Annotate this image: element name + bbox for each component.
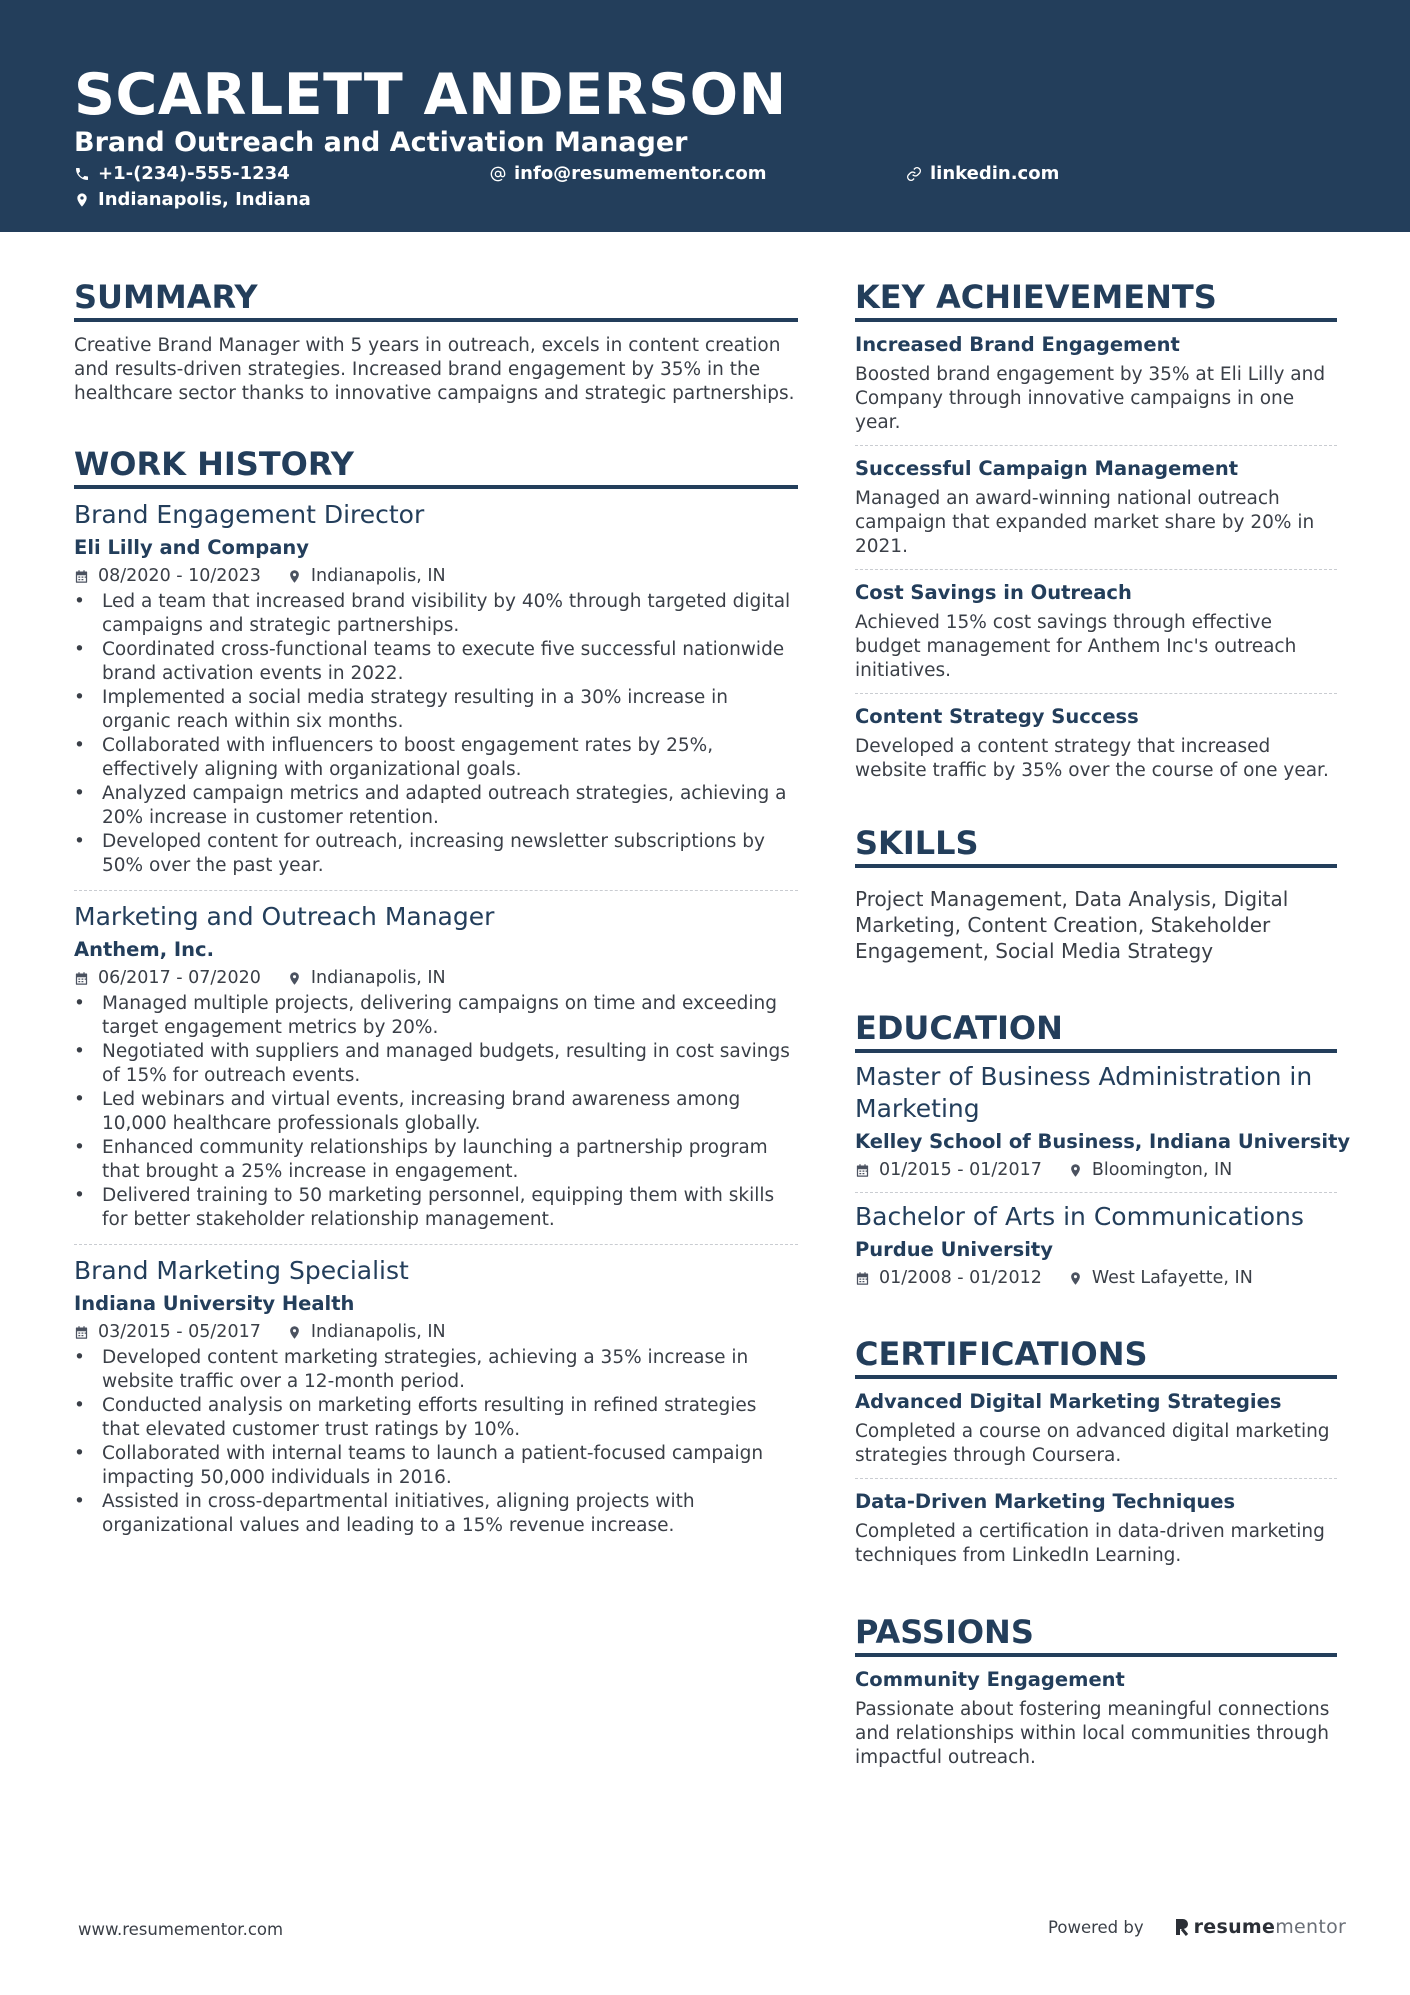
job-company: Indiana University Health — [74, 1292, 355, 1315]
certification-text: Completed a course on advanced digital marketing strategies through Coursera. — [855, 1421, 1330, 1466]
job-title: Brand Marketing Specialist — [74, 1256, 409, 1285]
skills-heading: SKILLS — [855, 823, 1337, 868]
resume-header — [0, 0, 1410, 232]
job-bullets — [74, 1346, 798, 1538]
education-item — [855, 1193, 1337, 1300]
achievement-text: Developed a content strategy that increased website traffic by 35% over the course of one year. — [855, 736, 1329, 781]
bullet-item: • Led a team that increased brand visibility by 40% through targeted digital campaigns and strategic partnerships. — [74, 590, 798, 638]
bullet-item: • Collaborated with internal teams to launch a patient-focused campaign impacting 50,000 individuals in 2016. — [74, 1442, 798, 1490]
contact-location — [74, 188, 311, 212]
achievement-title: Increased Brand Engagement — [855, 333, 1180, 356]
job-company: Eli Lilly and Company — [74, 536, 309, 559]
job-meta — [74, 1320, 798, 1344]
bullet-item: • Developed content for outreach, increasing newsletter subscriptions by 50% over the past year. — [74, 830, 798, 878]
job-meta — [74, 564, 798, 588]
job-entry — [74, 489, 798, 891]
map-pin-icon — [287, 971, 302, 986]
passion-text: Passionate about fostering meaningful connections and relationships within local communities through impactful outreach. — [855, 1699, 1330, 1768]
bullet-item: • Collaborated with influencers to boost engagement rates by 25%, effectively aligning with organizational goals. — [74, 734, 798, 782]
job-entry — [74, 1245, 798, 1550]
link-icon — [906, 166, 922, 182]
summary-heading: SUMMARY — [74, 277, 798, 322]
bullet-item: • Managed multiple projects, delivering campaigns on time and exceeding target engagement metrics by 20%. — [74, 992, 798, 1040]
work-history-heading: WORK HISTORY — [74, 444, 798, 489]
certifications-section — [855, 1334, 1337, 1578]
bullet-item: • Negotiated with suppliers and managed budgets, resulting in cost savings of 15% for outreach events. — [74, 1040, 798, 1088]
achievement-item — [855, 322, 1337, 446]
achievement-title: Cost Savings in Outreach — [855, 581, 1132, 604]
certification-item — [855, 1379, 1337, 1479]
skills-section — [855, 823, 1337, 964]
job-dates: 06/2017 - 07/2020 — [98, 968, 261, 988]
education-location: West Lafayette, IN — [1091, 1268, 1253, 1288]
education-degree: Master of Business Administration in Marketing — [855, 1062, 1313, 1123]
achievement-text: Achieved 15% cost savings through effective budget management for Anthem Inc's outreach initiatives. — [855, 612, 1297, 681]
map-pin-icon — [74, 192, 90, 208]
map-pin-icon — [287, 569, 302, 584]
bullet-item: • Coordinated cross-functional teams to execute five successful nationwide brand activation events in 2022. — [74, 638, 798, 686]
certification-title: Data-Driven Marketing Techniques — [855, 1490, 1236, 1513]
achievement-item — [855, 570, 1337, 694]
map-pin-icon — [287, 1325, 302, 1340]
candidate-title: Brand Outreach and Activation Manager — [74, 127, 688, 158]
phone-text: +1-(234)-555-1234 — [98, 163, 290, 184]
achievement-item — [855, 446, 1337, 570]
contact-linkedin[interactable] — [906, 162, 1059, 186]
education-location: Bloomington, IN — [1091, 1160, 1233, 1180]
calendar-icon — [74, 569, 89, 584]
certification-title: Advanced Digital Marketing Strategies — [855, 1390, 1282, 1413]
bullet-item: • Assisted in cross-departmental initiatives, aligning projects with organizational values and leading to a 15% revenue increase. — [74, 1490, 798, 1538]
linkedin-text: linkedin.com — [930, 163, 1060, 184]
location-text: Indianapolis, Indiana — [98, 189, 311, 210]
achievement-title: Successful Campaign Management — [855, 457, 1239, 480]
phone-icon — [74, 166, 90, 182]
bullet-item: • Implemented a social media strategy resulting in a 30% increase in organic reach within six months. — [74, 686, 798, 734]
right-column — [855, 277, 1351, 1780]
job-company: Anthem, Inc. — [74, 938, 215, 961]
achievement-text: Boosted brand engagement by 35% at Eli Lilly and Company through innovative campaigns in one year. — [855, 364, 1326, 433]
achievement-text: Managed an award-winning national outreach campaign that expanded market share by 20% in 2021. — [855, 488, 1315, 557]
calendar-icon — [74, 971, 89, 986]
job-meta — [74, 966, 798, 990]
education-dates: 01/2015 - 01/2017 — [879, 1160, 1042, 1180]
education-dates: 01/2008 - 01/2012 — [879, 1268, 1042, 1288]
passion-title: Community Engagement — [855, 1668, 1125, 1691]
summary-section — [74, 277, 798, 406]
bullet-item: • Enhanced community relationships by launching a partnership program that brought a 25% increase in engagement. — [74, 1136, 798, 1184]
education-degree: Bachelor of Arts in Communications — [855, 1202, 1304, 1231]
education-heading: EDUCATION — [855, 1008, 1337, 1053]
footer-website[interactable]: www.resumementor.com — [78, 1920, 284, 1939]
skills-text: Project Management, Data Analysis, Digital Marketing, Content Creation, Stakeholder Engagement, Social Media Strategy — [855, 887, 1289, 963]
powered-by-label: Powered by — [1048, 1917, 1144, 1937]
achievement-title: Content Strategy Success — [855, 705, 1139, 728]
job-entry — [74, 891, 798, 1245]
certification-item — [855, 1479, 1337, 1578]
bullet-item: • Developed content marketing strategies, achieving a 35% increase in website traffic over a 12-month period. — [74, 1346, 798, 1394]
job-dates: 08/2020 - 10/2023 — [98, 566, 261, 586]
education-meta — [855, 1158, 1337, 1182]
job-dates: 03/2015 - 05/2017 — [98, 1322, 261, 1342]
calendar-icon — [855, 1163, 870, 1178]
calendar-icon — [855, 1271, 870, 1286]
job-title: Marketing and Outreach Manager — [74, 902, 495, 931]
education-school: Purdue University — [855, 1238, 1053, 1261]
footer-branding — [1048, 1916, 1346, 1938]
map-pin-icon — [1068, 1271, 1083, 1286]
job-location: Indianapolis, IN — [310, 968, 446, 988]
achievements-section — [855, 277, 1337, 793]
education-school: Kelley School of Business, Indiana University — [855, 1130, 1351, 1153]
certifications-heading: CERTIFICATIONS — [855, 1334, 1337, 1379]
at-icon — [490, 166, 506, 182]
job-bullets — [74, 992, 798, 1232]
map-pin-icon — [1068, 1163, 1083, 1178]
achievement-item — [855, 694, 1337, 793]
resumementor-logo[interactable] — [1174, 1916, 1347, 1938]
job-title: Brand Engagement Director — [74, 500, 425, 529]
bullet-item: • Conducted analysis on marketing efforts resulting in refined strategies that elevated customer trust ratings by 10%. — [74, 1394, 798, 1442]
job-location: Indianapolis, IN — [310, 566, 446, 586]
contact-email[interactable] — [490, 162, 766, 186]
bullet-item: • Delivered training to 50 marketing personnel, equipping them with skills for better stakeholder relationship management. — [74, 1184, 798, 1232]
education-meta — [855, 1266, 1337, 1290]
work-history-section — [74, 444, 798, 1550]
bullet-item: • Analyzed campaign metrics and adapted outreach strategies, achieving a 20% increase in customer retention. — [74, 782, 798, 830]
education-section — [855, 1008, 1351, 1300]
education-item — [855, 1053, 1351, 1193]
contact-phone[interactable] — [74, 162, 290, 186]
bullet-item: • Led webinars and virtual events, increasing brand awareness among 10,000 healthcare professionals globally. — [74, 1088, 798, 1136]
calendar-icon — [74, 1325, 89, 1340]
achievements-heading: KEY ACHIEVEMENTS — [855, 277, 1337, 322]
job-bullets — [74, 590, 798, 878]
candidate-name: SCARLETT ANDERSON — [74, 62, 787, 128]
passions-heading: PASSIONS — [855, 1612, 1337, 1657]
job-location: Indianapolis, IN — [310, 1322, 446, 1342]
certification-text: Completed a certification in data-driven marketing techniques from LinkedIn Learning. — [855, 1521, 1325, 1566]
logo-text-bold: resume — [1193, 1916, 1276, 1938]
summary-text: Creative Brand Manager with 5 years in outreach, excels in content creation and results-driven strategies. Increased brand engagement by 35% in the healthcare sector thanks to innovative campaigns and strategic partnerships. — [74, 335, 795, 404]
left-column — [74, 277, 798, 1550]
passion-item — [855, 1657, 1337, 1780]
passions-section — [855, 1612, 1337, 1780]
logo-mark-icon — [1174, 1917, 1190, 1937]
email-text: info@resumementor.com — [514, 163, 767, 184]
logo-text-light: mentor — [1275, 1916, 1347, 1938]
